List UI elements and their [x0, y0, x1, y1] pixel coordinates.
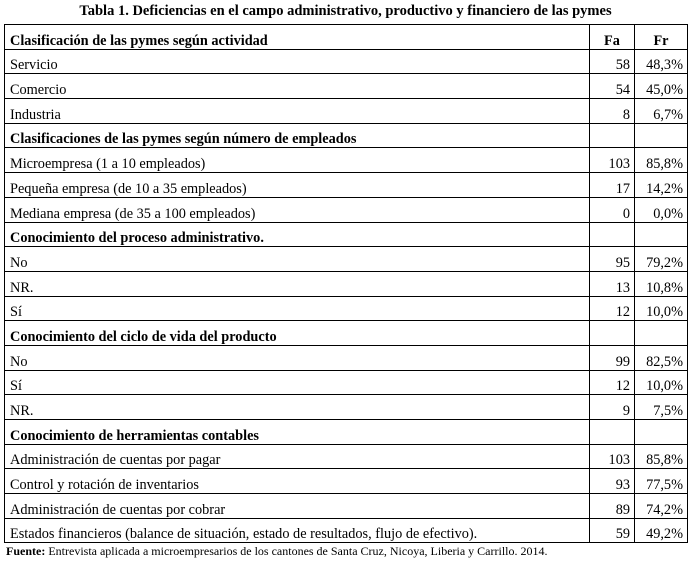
empty-cell [590, 420, 635, 445]
fa-value: 54 [590, 74, 635, 99]
column-header-fa: Fa [590, 25, 635, 50]
fa-value: 99 [590, 345, 635, 370]
fr-value: 7,5% [635, 395, 688, 420]
row-label: Sí [5, 296, 590, 321]
section-heading: Conocimiento del proceso administrativo. [5, 222, 590, 247]
row-label: Administración de cuentas por pagar [5, 444, 590, 469]
section-header-row [5, 222, 688, 247]
fr-value: 10,0% [635, 296, 688, 321]
section-header-row [5, 123, 688, 148]
table-row [5, 148, 688, 173]
fa-value: 13 [590, 271, 635, 296]
empty-cell [590, 222, 635, 247]
table-row [5, 345, 688, 370]
row-label: Microempresa (1 a 10 empleados) [5, 148, 590, 173]
fa-value: 103 [590, 148, 635, 173]
table-row [5, 99, 688, 124]
empty-cell [590, 123, 635, 148]
fr-value: 14,2% [635, 173, 688, 198]
row-label: Control y rotación de inventarios [5, 469, 590, 494]
row-label: NR. [5, 395, 590, 420]
table-row [5, 518, 688, 543]
section-heading: Conocimiento del ciclo de vida del producto [5, 321, 590, 346]
fr-value: 49,2% [635, 518, 688, 543]
section-heading: Clasificación de las pymes según actividad [5, 25, 590, 50]
table-row [5, 271, 688, 296]
fr-value: 0,0% [635, 197, 688, 222]
fa-value: 59 [590, 518, 635, 543]
source-note [6, 544, 548, 558]
table-row [5, 247, 688, 272]
fa-value: 93 [590, 469, 635, 494]
fa-value: 95 [590, 247, 635, 272]
row-label: Servicio [5, 49, 590, 74]
row-label: Sí [5, 370, 590, 395]
fa-value: 58 [590, 49, 635, 74]
table-row [5, 173, 688, 198]
fa-value: 103 [590, 444, 635, 469]
fr-value: 77,5% [635, 469, 688, 494]
table-row [5, 296, 688, 321]
fa-value: 17 [590, 173, 635, 198]
column-header-fr: Fr [635, 25, 688, 50]
table-row [5, 74, 688, 99]
row-label: No [5, 247, 590, 272]
fr-value: 74,2% [635, 494, 688, 519]
table-row [5, 370, 688, 395]
table-body [5, 25, 688, 543]
section-heading: Clasificaciones de las pymes según número de empleados [5, 123, 590, 148]
empty-cell [635, 123, 688, 148]
row-label: Administración de cuentas por cobrar [5, 494, 590, 519]
fr-value: 85,8% [635, 148, 688, 173]
table-caption: Tabla 1. Deficiencias en el campo administrativo, productivo y financiero de las pymes [79, 3, 612, 19]
row-label: Comercio [5, 74, 590, 99]
empty-cell [635, 420, 688, 445]
table-row [5, 444, 688, 469]
table-row [5, 395, 688, 420]
section-header-row [5, 420, 688, 445]
table-row [5, 197, 688, 222]
row-label: NR. [5, 271, 590, 296]
fa-value: 9 [590, 395, 635, 420]
source-text: Entrevista aplicada a microempresarios de los cantones de Santa Cruz, Nicoya, Liberia y Carrillo. 2014. [48, 544, 548, 558]
fr-value: 48,3% [635, 49, 688, 74]
row-label: Mediana empresa (de 35 a 100 empleados) [5, 197, 590, 222]
fr-value: 85,8% [635, 444, 688, 469]
row-label: Estados financieros (balance de situación, estado de resultados, flujo de efectivo). [5, 518, 590, 543]
section-header-row [5, 321, 688, 346]
section-heading: Conocimiento de herramientas contables [5, 420, 590, 445]
fa-value: 12 [590, 370, 635, 395]
empty-cell [635, 222, 688, 247]
fr-value: 45,0% [635, 74, 688, 99]
fr-value: 79,2% [635, 247, 688, 272]
fa-value: 8 [590, 99, 635, 124]
source-label: Fuente: [6, 544, 46, 558]
table-row [5, 469, 688, 494]
fa-value: 0 [590, 197, 635, 222]
fr-value: 82,5% [635, 345, 688, 370]
empty-cell [590, 321, 635, 346]
fa-value: 89 [590, 494, 635, 519]
table-row [5, 494, 688, 519]
section-header-row [5, 25, 688, 50]
row-label: No [5, 345, 590, 370]
fr-value: 10,0% [635, 370, 688, 395]
fa-value: 12 [590, 296, 635, 321]
fr-value: 10,8% [635, 271, 688, 296]
deficiencies-table [4, 24, 688, 543]
empty-cell [635, 321, 688, 346]
fr-value: 6,7% [635, 99, 688, 124]
row-label: Pequeña empresa (de 10 a 35 empleados) [5, 173, 590, 198]
table-row [5, 49, 688, 74]
row-label: Industria [5, 99, 590, 124]
